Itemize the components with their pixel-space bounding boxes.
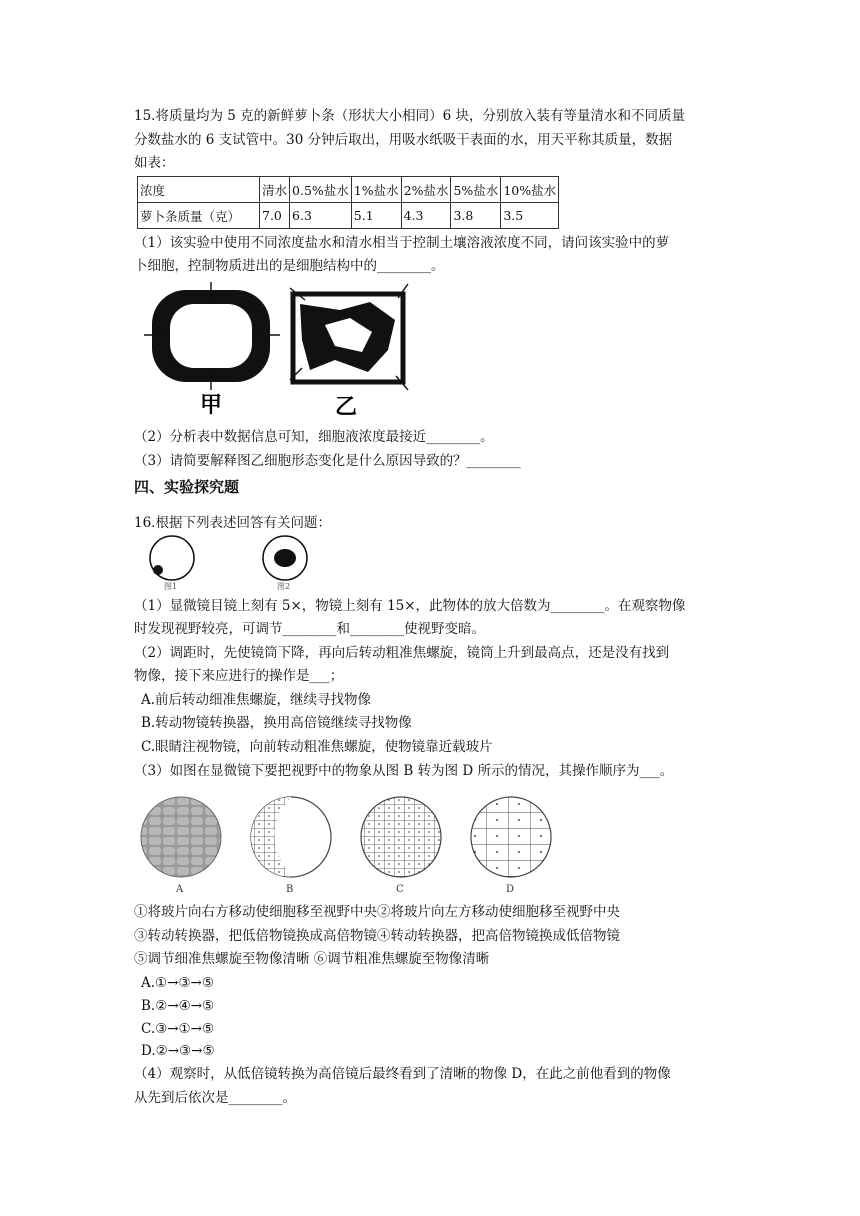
- table-cell: 5%盐水: [451, 177, 501, 203]
- table-cell: 0.5%盐水: [290, 177, 352, 203]
- q16-steps-line3: ⑤调节细准焦螺旋至物像清晰 ⑥调节粗准焦螺旋至物像清晰: [134, 951, 490, 967]
- section-title: 四、实验探究题: [134, 478, 240, 496]
- table-cell: 清水: [260, 177, 290, 203]
- field-a: [141, 797, 221, 877]
- table-cell: 3.8: [451, 203, 501, 229]
- q15-part1-line1: （1）该实验中使用不同浓度盐水和清水相当于控制土壤溶液浓度不同，请问该实验中的萝: [134, 235, 670, 251]
- table-cell: 1%盐水: [351, 177, 401, 203]
- q16-part1-line2: 时发现视野较亮，可调节________和________使视野变暗。: [134, 621, 485, 637]
- q15-part3: （3）请简要解释图乙细胞形态变化是什么原因导致的？________: [134, 453, 521, 469]
- table-header-row: [138, 177, 559, 203]
- table-row: [138, 203, 559, 229]
- q16-option-c: C.③→①→⑤: [141, 1021, 215, 1037]
- object-dot-1: [153, 565, 163, 575]
- q16-part4-line1: （4）观察时，从低倍镜转换为高倍镜后最终看到了清晰的物像 D，在此之前他看到的物像: [134, 1066, 671, 1082]
- fig1-label: 图1: [164, 582, 178, 591]
- microscope-view-figures: [142, 534, 342, 592]
- table-cell: 5.1: [351, 203, 401, 229]
- q16-part2-option-b: B.转动物镜转换器，换用高倍镜继续寻找物像: [141, 715, 412, 731]
- table-cell: 7.0: [260, 203, 290, 229]
- q16-part3: （3）如图在显微镜下要把视野中的物象从图 B 转为图 D 所示的情况，其操作顺序为___。: [134, 763, 674, 779]
- q15-stem-line1: 15.将质量均为 5 克的新鲜萝卜条（形状大小相同）6 块，分别放入装有等量清水和不同质量: [134, 108, 686, 124]
- data-table: [137, 176, 559, 229]
- q16-part2-option-c: C.眼睛注视物镜，向前转动粗准焦螺旋，使物镜靠近载玻片: [141, 739, 493, 755]
- field-c: [361, 797, 441, 877]
- label-jia: 甲: [200, 393, 223, 418]
- fig2-label: 图2: [277, 582, 291, 591]
- label-yi: 乙: [335, 395, 358, 420]
- table-cell: 4.3: [401, 203, 451, 229]
- microscope-fields-figure: [134, 796, 574, 896]
- q16-option-a: A.①→③→⑤: [141, 975, 214, 991]
- q16-part2-option-a: A.前后转动细准焦螺旋，继续寻找物像: [141, 692, 372, 708]
- table-cell: 3.5: [501, 203, 559, 229]
- object-dot-2: [274, 549, 296, 567]
- cell-figure: [140, 280, 430, 420]
- field-label-d: D: [506, 884, 515, 895]
- q16-part2-line1: （2）调距时，先使镜筒下降，再向后转动粗准焦螺旋，镜筒上升到最高点，还是没有找到: [134, 645, 670, 661]
- field-label-b: B: [286, 884, 294, 895]
- field-label-c: C: [396, 884, 404, 895]
- cell-jia-vacuole: [170, 304, 252, 368]
- q15-part2: （2）分析表中数据信息可知，细胞液浓度最接近________。: [134, 429, 494, 445]
- q16-part1-line1: （1）显微镜目镜上刻有 5×，物镜上刻有 15×，此物体的放大倍数为________。在观察物像: [134, 598, 686, 614]
- q16-option-d: D.②→③→⑤: [141, 1043, 215, 1059]
- table-cell: 6.3: [290, 203, 352, 229]
- field-label-a: A: [176, 884, 184, 895]
- q16-part2-line2: 物像，接下来应进行的操作是___；: [134, 668, 344, 684]
- table-cell: 10%盐水: [501, 177, 559, 203]
- q15-part1-line2: 卜细胞，控制物质进出的是细胞结构中的________。: [134, 258, 445, 274]
- q15-stem-line2: 分数盐水的 6 支试管中。30 分钟后取出，用吸水纸吸干表面的水，用天平称其质量，数据: [134, 132, 673, 148]
- q16-option-b: B.②→④→⑤: [141, 998, 215, 1014]
- field-d: [471, 797, 551, 877]
- q16-steps-line1: ①将玻片向右方移动使细胞移至视野中央②将玻片向左方移动使细胞移至视野中央: [134, 904, 620, 920]
- table-cell: 萝卜条质量（克）: [138, 203, 260, 229]
- q16-part4-line2: 从先到后依次是________。: [134, 1090, 296, 1106]
- q15-stem-line3: 如表：: [134, 155, 175, 171]
- q16-steps-line2: ③转动转换器，把低倍物镜换成高倍物镜④转动转换器，把高倍物镜换成低倍物镜: [134, 928, 620, 944]
- q16-stem: 16.根据下列表述回答有关问题：: [134, 515, 331, 531]
- table-cell: 2%盐水: [401, 177, 451, 203]
- table-cell: 浓度: [138, 177, 260, 203]
